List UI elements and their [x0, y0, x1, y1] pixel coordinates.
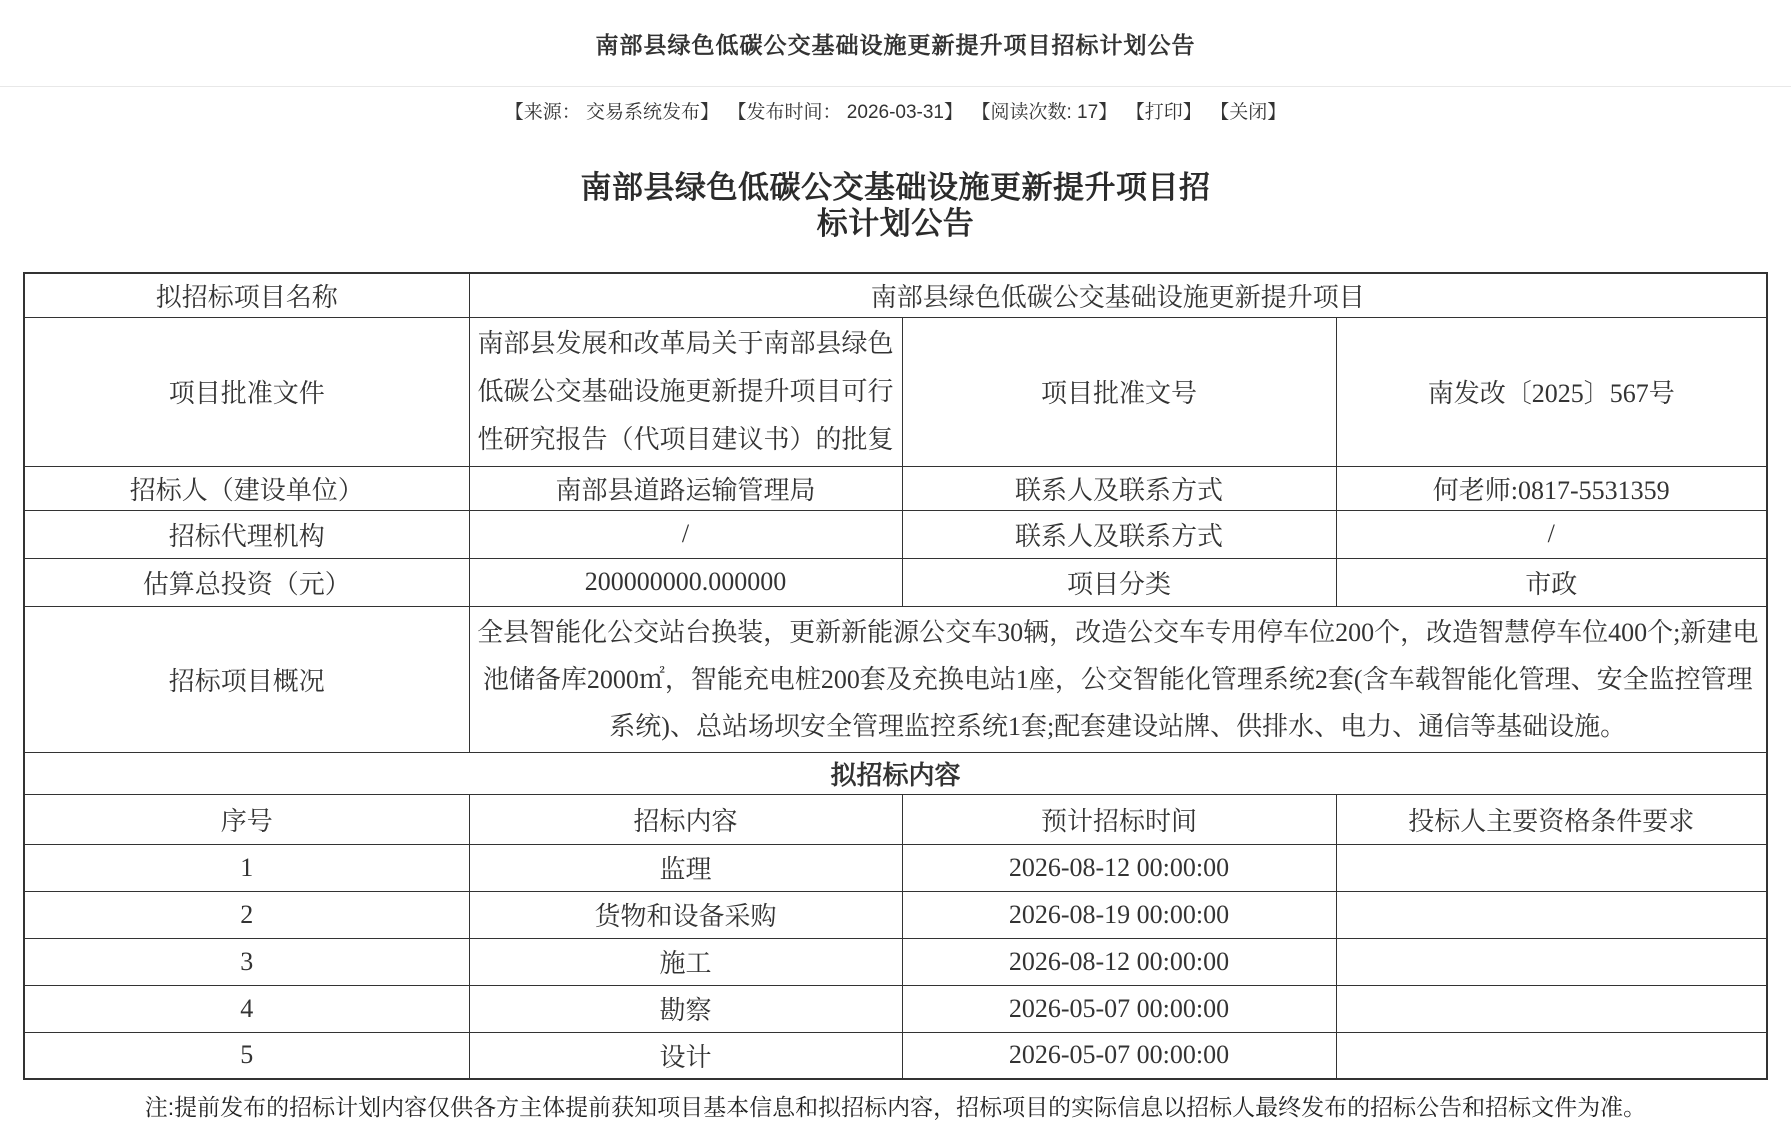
column-header-time: 预计招标时间: [902, 794, 1336, 844]
row-no-cell: 4: [24, 985, 469, 1032]
footer-note: 注:提前发布的招标计划内容仅供各方主体提前获知项目基本信息和拟招标内容，招标项目的实际信息以招标人最终发布的招标公告和招标文件为准。: [144, 1094, 1647, 1120]
row-content-cell: 设计: [469, 1032, 902, 1079]
content-row: [24, 891, 1767, 938]
row-qualification-cell: [1336, 985, 1767, 1032]
row-no-cell: 5: [24, 1032, 469, 1079]
project-name-value: 南部县绿色低碳公交基础设施更新提升项目: [469, 273, 1767, 317]
row-qualification-cell: [1336, 938, 1767, 985]
agency-value: /: [469, 510, 902, 558]
row-content-cell: 货物和设备采购: [469, 891, 902, 938]
approval-number-label: 项目批准文号: [902, 317, 1336, 466]
approval-number-value: 南发改〔2025〕567号: [1336, 317, 1767, 466]
close-button[interactable]: 【关闭】: [1219, 102, 1287, 123]
table-row-approval-doc: [24, 317, 1767, 466]
content-row: [24, 1032, 1767, 1079]
header-divider: [0, 86, 1791, 87]
section-header-row: [24, 752, 1767, 794]
project-name-label: 拟招标项目名称: [24, 273, 469, 317]
table-row-investment: [24, 558, 1767, 606]
meta-bar: [0, 97, 1791, 124]
row-content-cell: 勘察: [469, 985, 902, 1032]
row-time-cell: 2026-05-07 00:00:00: [902, 985, 1336, 1032]
content-row: [24, 985, 1767, 1032]
column-header-row: [24, 794, 1767, 844]
row-time-cell: 2026-08-19 00:00:00: [902, 891, 1336, 938]
investment-label: 估算总投资（元）: [24, 558, 469, 606]
column-header-qualification: 投标人主要资格条件要求: [1336, 794, 1767, 844]
tenderee-value: 南部县道路运输管理局: [469, 466, 902, 510]
table-row-overview: [24, 606, 1767, 752]
meta-publish-time: 【发布时间： 2026-03-31】: [737, 102, 963, 123]
print-button[interactable]: 【打印】: [1135, 102, 1202, 123]
meta-read-count: 【阅读次数: 17】: [981, 102, 1118, 123]
overview-value: 全县智能化公交站台换装，更新新能源公交车30辆，改造公交车专用停车位200个，改造智慧停车位400个;新建电池储备库2000㎡，智能充电桩200套及充换电站1座，公交智能化管理系统2套(含车载智能化管理、安全监控管理系统)、总站场坝安全管理监控系统1套;配套建设站牌、供排水、电力、通信等基础设施。: [469, 606, 1767, 752]
row-time-cell: 2026-08-12 00:00:00: [902, 844, 1336, 891]
row-content-cell: 监理: [469, 844, 902, 891]
row-qualification-cell: [1336, 844, 1767, 891]
table-row-agency: [24, 510, 1767, 558]
table-row-tenderee: [24, 466, 1767, 510]
page-header: [0, 0, 1791, 124]
approval-doc-label: 项目批准文件: [24, 317, 469, 466]
tenderee-contact-label: 联系人及联系方式: [902, 466, 1336, 510]
content-row: [24, 844, 1767, 891]
row-time-cell: 2026-08-12 00:00:00: [902, 938, 1336, 985]
table-row-project-name: [24, 273, 1767, 317]
page-title: 南部县绿色低碳公交基础设施更新提升项目招标计划公告: [595, 32, 1196, 58]
agency-contact-value: /: [1336, 510, 1767, 558]
row-qualification-cell: [1336, 1032, 1767, 1079]
column-header-content: 招标内容: [469, 794, 902, 844]
content-row: [24, 938, 1767, 985]
row-qualification-cell: [1336, 891, 1767, 938]
announcement-table: [23, 272, 1768, 1080]
tenderee-label: 招标人（建设单位）: [24, 466, 469, 510]
approval-doc-value: 南部县发展和改革局关于南部县绿色低碳公交基础设施更新提升项目可行性研究报告（代项目建议书）的批复: [469, 317, 902, 466]
row-content-cell: 施工: [469, 938, 902, 985]
row-time-cell: 2026-05-07 00:00:00: [902, 1032, 1336, 1079]
investment-value: 200000000.000000: [469, 558, 902, 606]
row-no-cell: 1: [24, 844, 469, 891]
row-no-cell: 2: [24, 891, 469, 938]
column-header-no: 序号: [24, 794, 469, 844]
agency-contact-label: 联系人及联系方式: [902, 510, 1336, 558]
section-title: 拟招标内容: [24, 752, 1767, 794]
row-no-cell: 3: [24, 938, 469, 985]
meta-source: 【来源： 交易系统发布】: [504, 102, 720, 123]
document-title: 南部县绿色低碳公交基础设施更新提升项目招标计划公告: [580, 170, 1211, 241]
project-category-value: 市政: [1336, 558, 1767, 606]
tenderee-contact-value: 何老师:0817-5531359: [1336, 466, 1767, 510]
overview-label: 招标项目概况: [24, 606, 469, 752]
project-category-label: 项目分类: [902, 558, 1336, 606]
agency-label: 招标代理机构: [24, 510, 469, 558]
